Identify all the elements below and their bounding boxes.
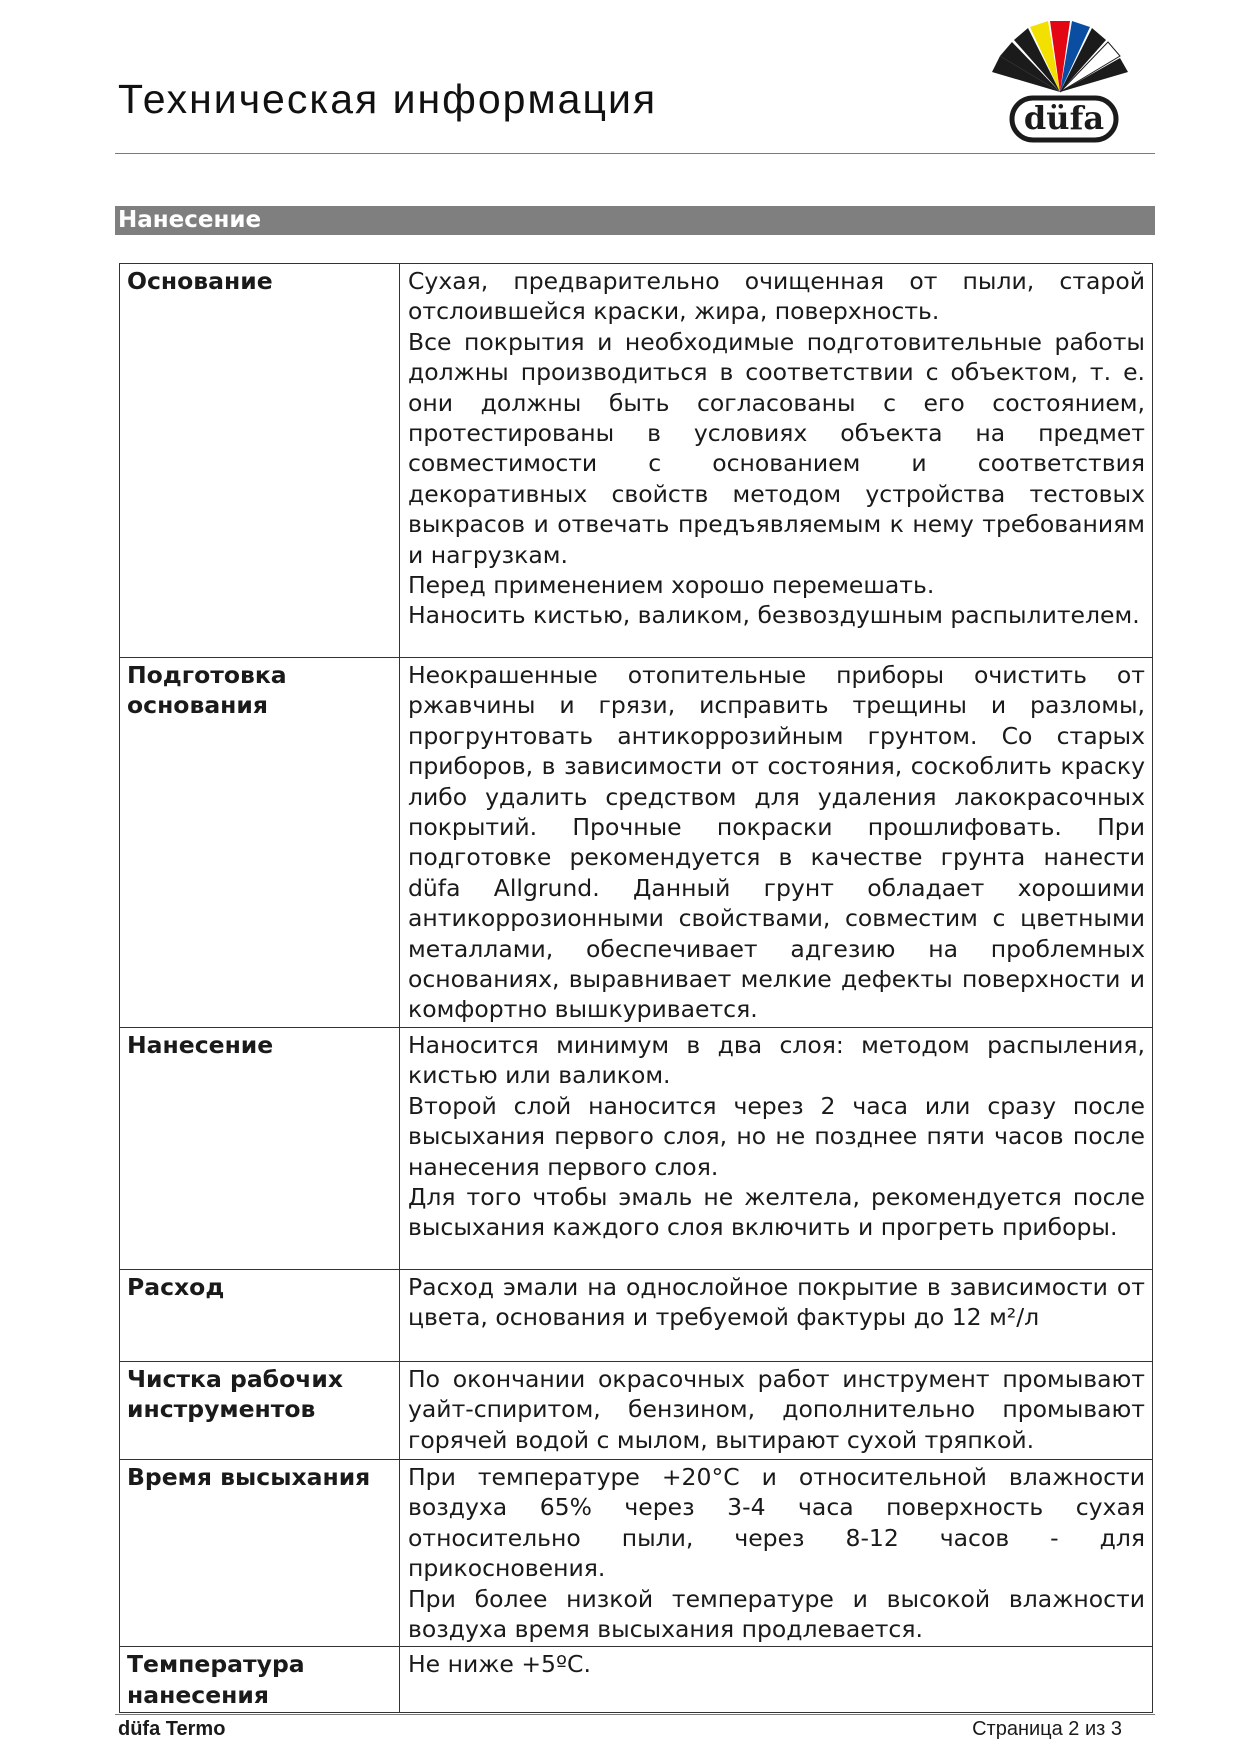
row-paragraph: Расход эмали на однослойное покрытие в зависимости от цвета, основания и требуемой фактуры до 12 м²/л: [408, 1272, 1145, 1332]
row-paragraph: Для того чтобы эмаль не желтела, рекомендуется после высыхания каждого слоя включить и прогреть приборы.: [408, 1182, 1145, 1242]
row-label: Время высыхания: [120, 1459, 400, 1646]
row-paragraph: Наносить кистью, валиком, безвоздушным распылителем.: [408, 601, 1140, 630]
footer-product-name: düfa Termo: [118, 1718, 226, 1740]
row-paragraph: Не ниже +5ºC.: [408, 1650, 591, 1679]
footer-divider: [115, 1714, 1155, 1715]
row-label: Подготовка основания: [120, 658, 400, 1028]
row-paragraph: По окончании окрасочных работ инструмент промывают уайт-спиритом, бензином, дополнительно промывают горячей водой с мылом, вытирают сухой тряпкой.: [408, 1364, 1145, 1454]
row-value: [400, 1459, 1153, 1646]
row-label: Нанесение: [120, 1027, 400, 1269]
row-paragraph: При температуре +20°C и относительной влажности воздуха 65% через 3-4 часа поверхность сухая относительно пыли, через 8-12 часов - для прикосновения.: [408, 1462, 1145, 1583]
footer-page-number: Страница 2 из 3: [972, 1718, 1122, 1740]
row-paragraph: Все покрытия и необходимые подготовительные работы должны производиться в соответствии с объектом, т. е. они должны быть согласованы с его состоянием, протестированы в условиях объекта на предмет совместимости с основанием и соответствия декоративных свойств методом устройства тестовых выкрасов и отвечать предъявляемым к нему требованиям и нагрузкам.: [408, 327, 1145, 569]
logo-wordmark: düfa: [1023, 99, 1105, 137]
page-title: Техническая информация: [118, 76, 658, 122]
row-value: [400, 1269, 1153, 1361]
row-label: Температура нанесения: [120, 1647, 400, 1713]
table-row: [120, 1647, 1153, 1713]
row-label: Расход: [120, 1269, 400, 1361]
table-row: [120, 1027, 1153, 1269]
row-value: [400, 658, 1153, 1028]
table-row: [120, 264, 1153, 658]
row-paragraph: Неокрашенные отопительные приборы очистить от ржавчины и грязи, исправить трещины и разломы, прогрунтовать антикоррозийным грунтом. Со старых приборов, в зависимости от состояния, соскоблить краску либо удалить средством для удаления лакокрасочных покрытий. Прочные покраски прошлифовать. При подготовке рекомендуется в качестве грунта нанести düfa Allgrund. Данный грунт обладает хорошими антикоррозионными свойствами, совместим с цветными металлами, обеспечивает адгезию на проблемных основаниях, выравнивает мелкие дефекты поверхности и комфортно вышкуривается.: [408, 661, 1145, 1024]
brand-logo: [990, 20, 1130, 144]
row-paragraph: Перед применением хорошо перемешать.: [408, 571, 935, 600]
table-row: [120, 1459, 1153, 1646]
row-value: [400, 1361, 1153, 1459]
table-row: [120, 658, 1153, 1028]
row-paragraph: Наносится минимум в два слоя: методом распыления, кистью или валиком.: [408, 1030, 1145, 1090]
row-value: [400, 1647, 1153, 1713]
row-paragraph: Сухая, предварительно очищенная от пыли, старой отслоившейся краски, жира, поверхность.: [408, 267, 1145, 326]
application-table: [119, 263, 1153, 1713]
row-paragraph: Второй слой наносится через 2 часа или сразу после высыхания первого слоя, но не позднее пяти часов после нанесения первого слоя.: [408, 1091, 1145, 1181]
header-divider: [115, 153, 1155, 154]
row-value: [400, 1027, 1153, 1269]
row-label: Основание: [120, 264, 400, 658]
row-label: Чистка рабочих инструментов: [120, 1361, 400, 1459]
row-paragraph: При более низкой температуре и высокой влажности воздуха время высыхания продлевается.: [408, 1584, 1145, 1643]
table-row: [120, 1361, 1153, 1459]
section-header: Нанесение: [115, 206, 1155, 235]
row-value: [400, 264, 1153, 658]
table-row: [120, 1269, 1153, 1361]
